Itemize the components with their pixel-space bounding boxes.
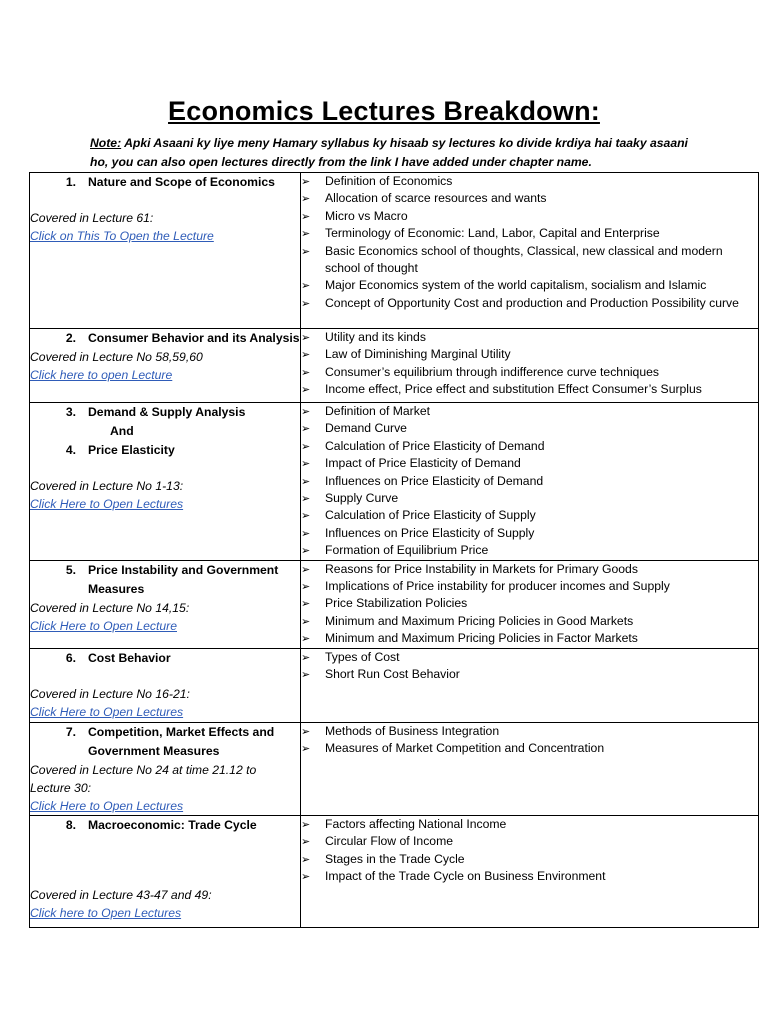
list-item	[301, 473, 758, 490]
list-item	[301, 507, 758, 524]
table-row	[30, 403, 759, 561]
list-item	[301, 455, 758, 472]
arrowhead-bullet-icon: ➢	[301, 650, 311, 664]
lecture-coverage: Covered in Lecture No 16-21:	[30, 686, 190, 701]
topic-list	[301, 561, 758, 648]
lecture-coverage: Covered in Lecture 43-47 and 49:	[30, 887, 212, 902]
topic-text: Major Economics system of the world capitalism, socialism and Islamic	[325, 278, 707, 293]
topic-text: Influences on Price Elasticity of Demand	[325, 473, 544, 488]
arrowhead-bullet-icon: ➢	[301, 405, 311, 418]
list-item	[301, 490, 758, 507]
topic-text: Implications of Price instability for producer incomes and Supply	[325, 579, 670, 594]
note-text: Apki Asaani ky liye meny Hamary syllabus ky hisaab sy lectures ko divide krdiya hai taaky asaani ho, you can also open lectures directly from the link I have added under chapter name.	[90, 136, 688, 169]
chapter-cell	[30, 560, 301, 648]
topic-text: Calculation of Price Elasticity of Demand	[325, 438, 545, 453]
topic-text: Reasons for Price Instability in Markets for Primary Goods	[325, 561, 638, 576]
topic-list	[301, 649, 758, 684]
list-item	[301, 542, 758, 559]
list-item	[301, 277, 758, 294]
arrowhead-bullet-icon: ➢	[301, 365, 311, 379]
topic-list	[301, 723, 758, 758]
list-item	[301, 190, 758, 207]
spacer	[30, 460, 300, 477]
chapter-heading	[30, 723, 300, 761]
chapter-title: Demand & Supply Analysis	[88, 405, 246, 419]
list-item	[301, 851, 758, 868]
topic-text: Law of Diminishing Marginal Utility	[325, 347, 511, 362]
chapter-heading	[30, 422, 300, 441]
list-item	[301, 666, 758, 683]
topic-text: Demand Curve	[325, 421, 407, 436]
topic-text: Stages in the Trade Cycle	[325, 851, 465, 866]
table-row	[30, 815, 759, 927]
arrowhead-bullet-icon: ➢	[301, 835, 311, 849]
open-lecture-link[interactable]: Click Here to Open Lectures	[30, 704, 184, 719]
list-item	[301, 868, 758, 885]
arrowhead-bullet-icon: ➢	[301, 562, 311, 576]
arrowhead-bullet-icon: ➢	[301, 227, 311, 241]
topics-cell	[301, 815, 759, 927]
spacer	[30, 192, 300, 209]
list-item	[301, 173, 758, 190]
list-item	[301, 364, 758, 381]
lecture-coverage: Covered in Lecture No 1-13:	[30, 479, 184, 493]
table-row	[30, 329, 759, 403]
lecture-coverage: Covered in Lecture 61:	[30, 211, 154, 225]
list-item	[301, 578, 758, 595]
chapter-cell	[30, 722, 301, 815]
chapter-cell	[30, 403, 301, 561]
arrowhead-bullet-icon: ➢	[301, 597, 311, 611]
chapter-heading	[30, 441, 300, 460]
list-item	[301, 595, 758, 612]
list-item	[301, 649, 758, 666]
chapter-number: 5.	[65, 562, 76, 577]
table-row	[30, 560, 759, 648]
topic-text: Utility and its kinds	[325, 330, 426, 344]
chapter-title: Nature and Scope of Economics	[88, 175, 275, 189]
chapter-cell	[30, 329, 301, 403]
arrowhead-bullet-icon: ➢	[301, 192, 311, 206]
chapter-heading	[30, 816, 300, 835]
topic-list	[301, 329, 758, 399]
chapter-number: 4.	[65, 443, 76, 457]
topics-cell	[301, 329, 759, 403]
chapter-number	[30, 422, 76, 441]
chapter-number: 3.	[65, 405, 76, 419]
chapter-title: Consumer Behavior and its Analysis	[88, 331, 300, 345]
list-item	[301, 833, 758, 850]
topics-cell	[301, 403, 759, 561]
topic-list	[301, 403, 758, 560]
list-item	[301, 346, 758, 363]
arrowhead-bullet-icon: ➢	[301, 348, 311, 362]
list-item	[301, 208, 758, 225]
chapter-title: Price Instability and Government Measures	[88, 562, 279, 596]
list-item	[301, 723, 758, 740]
arrowhead-bullet-icon: ➢	[301, 209, 311, 223]
table-row	[30, 722, 759, 815]
topics-cell	[301, 648, 759, 722]
arrowhead-bullet-icon: ➢	[301, 526, 311, 540]
spacer	[30, 835, 300, 852]
lecture-breakdown-table	[29, 172, 759, 928]
chapter-heading	[30, 173, 300, 192]
topic-text: Income effect, Price effect and substitution Effect Consumer’s Surplus	[325, 382, 702, 397]
topic-text: Basic Economics school of thoughts, Classical, new classical and modern school of thought	[325, 243, 723, 276]
topic-text: Minimum and Maximum Pricing Policies in Factor Markets	[325, 631, 638, 646]
chapter-heading	[30, 649, 300, 668]
arrowhead-bullet-icon: ➢	[301, 632, 311, 646]
arrowhead-bullet-icon: ➢	[301, 614, 311, 628]
lecture-coverage: Covered in Lecture No 24 at time 21.12 to Lecture 30:	[30, 762, 257, 795]
topic-text: Concept of Opportunity Cost and production and Production Possibility curve	[325, 295, 739, 310]
arrowhead-bullet-icon: ➢	[301, 383, 311, 397]
topic-text: Impact of Price Elasticity of Demand	[325, 456, 521, 471]
topic-text: Allocation of scarce resources and wants	[325, 191, 547, 206]
arrowhead-bullet-icon: ➢	[301, 817, 311, 831]
topic-text: Consumer’s equilibrium through indifference curve techniques	[325, 364, 659, 379]
open-lecture-link[interactable]: Click here to Open Lectures	[30, 905, 182, 920]
topic-text: Factors affecting National Income	[325, 816, 507, 831]
list-item	[301, 295, 758, 312]
list-item	[301, 243, 758, 278]
topic-text: Short Run Cost Behavior	[325, 667, 460, 682]
topic-text: Formation of Equilibrium Price	[325, 543, 489, 558]
topic-list	[301, 816, 758, 886]
arrowhead-bullet-icon: ➢	[301, 509, 311, 523]
list-item	[301, 381, 758, 398]
page-title: Economics Lectures Breakdown:	[168, 96, 600, 126]
topic-text: Measures of Market Competition and Concentration	[325, 741, 605, 756]
list-item	[301, 329, 758, 346]
lecture-coverage: Covered in Lecture No 14,15:	[30, 600, 190, 615]
open-lecture-link[interactable]: Click Here to Open Lecture	[30, 618, 177, 633]
topic-text: Price Stabilization Policies	[325, 596, 468, 611]
note-paragraph	[90, 134, 700, 172]
topic-text: Definition of Market	[325, 404, 430, 418]
topics-cell	[301, 173, 759, 329]
list-item	[301, 613, 758, 630]
arrowhead-bullet-icon: ➢	[301, 439, 311, 453]
chapter-title: Price Elasticity	[88, 443, 175, 457]
note-label: Note:	[90, 136, 122, 150]
chapter-heading	[30, 329, 300, 348]
lecture-coverage: Covered in Lecture No 58,59,60	[30, 350, 203, 364]
arrowhead-bullet-icon: ➢	[301, 331, 311, 344]
topics-cell	[301, 560, 759, 648]
arrowhead-bullet-icon: ➢	[301, 852, 311, 866]
chapter-number: 7.	[65, 724, 76, 739]
open-lecture-link[interactable]: Click here to open Lecture	[30, 368, 173, 382]
chapter-number: 2.	[65, 331, 76, 345]
topic-text: Supply Curve	[325, 491, 399, 506]
arrowhead-bullet-icon: ➢	[301, 422, 311, 436]
spacer	[30, 668, 300, 685]
topic-list	[301, 173, 758, 312]
chapter-number: 8.	[65, 817, 76, 832]
topic-text: Terminology of Economic: Land, Labor, Capital and Enterprise	[325, 226, 660, 241]
list-item	[301, 403, 758, 420]
list-item	[301, 525, 758, 542]
arrowhead-bullet-icon: ➢	[301, 457, 311, 471]
table-row	[30, 173, 759, 329]
chapter-title: Cost Behavior	[88, 650, 171, 665]
chapter-cell	[30, 815, 301, 927]
list-item	[301, 225, 758, 242]
spacer	[30, 852, 300, 869]
table-row	[30, 648, 759, 722]
chapter-title: Competition, Market Effects and Government Measures	[88, 724, 275, 758]
topic-text: Calculation of Price Elasticity of Supply	[325, 508, 536, 523]
chapter-heading	[30, 403, 300, 422]
chapter-cell	[30, 173, 301, 329]
topic-text: Minimum and Maximum Pricing Policies in Good Markets	[325, 613, 634, 628]
arrowhead-bullet-icon: ➢	[301, 474, 311, 488]
list-item	[301, 438, 758, 455]
chapter-title: And	[110, 424, 134, 438]
chapter-title: Macroeconomic: Trade Cycle	[88, 817, 257, 832]
topic-text: Methods of Business Integration	[325, 723, 500, 738]
arrowhead-bullet-icon: ➢	[301, 580, 311, 594]
chapter-number: 1.	[65, 175, 76, 189]
chapter-heading	[30, 561, 300, 599]
arrowhead-bullet-icon: ➢	[301, 668, 311, 682]
arrowhead-bullet-icon: ➢	[301, 492, 311, 506]
open-lecture-link[interactable]: Click Here to Open Lectures	[30, 497, 184, 511]
list-item	[301, 630, 758, 647]
arrowhead-bullet-icon: ➢	[301, 296, 311, 310]
arrowhead-bullet-icon: ➢	[301, 742, 311, 756]
topic-text: Definition of Economics	[325, 174, 453, 188]
list-item	[301, 740, 758, 757]
topic-text: Circular Flow of Income	[325, 834, 454, 849]
topic-text: Influences on Price Elasticity of Supply	[325, 525, 535, 540]
list-item	[301, 816, 758, 833]
topics-cell	[301, 722, 759, 815]
arrowhead-bullet-icon: ➢	[301, 544, 311, 558]
list-item	[301, 420, 758, 437]
open-lecture-link[interactable]: Click on This To Open the Lecture	[30, 229, 214, 243]
topic-text: Micro vs Macro	[325, 208, 408, 223]
arrowhead-bullet-icon: ➢	[301, 175, 311, 188]
topic-text: Impact of the Trade Cycle on Business Environment	[325, 868, 606, 883]
arrowhead-bullet-icon: ➢	[301, 244, 311, 258]
arrowhead-bullet-icon: ➢	[301, 724, 311, 738]
open-lecture-link[interactable]: Click Here to Open Lectures	[30, 798, 184, 813]
topic-text: Types of Cost	[325, 649, 400, 664]
list-item	[301, 561, 758, 578]
spacer	[30, 869, 300, 886]
arrowhead-bullet-icon: ➢	[301, 869, 311, 883]
chapter-number: 6.	[65, 650, 76, 665]
chapter-cell	[30, 648, 301, 722]
arrowhead-bullet-icon: ➢	[301, 279, 311, 293]
